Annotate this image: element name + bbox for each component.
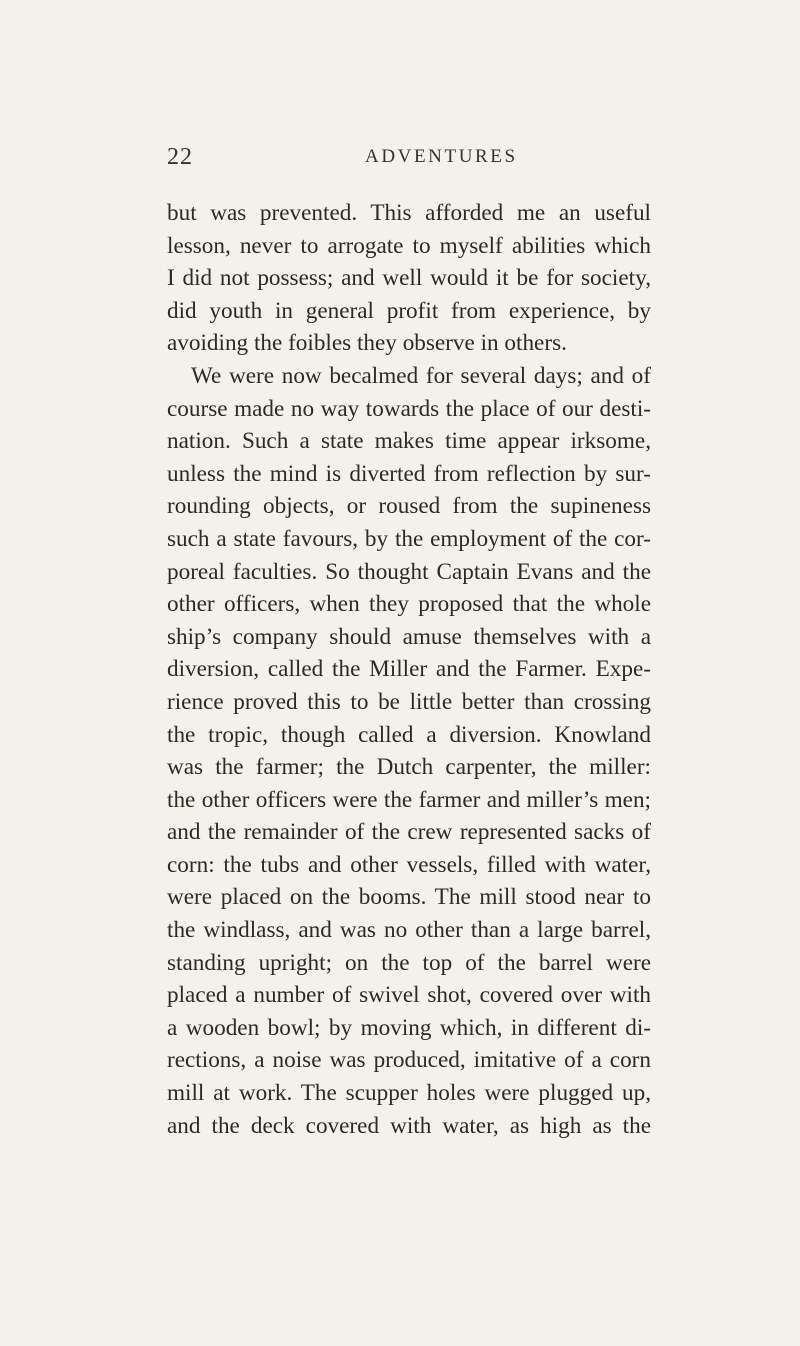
- text-line: We were now becalmed for several days; and of: [191, 362, 651, 389]
- text-line: the windlass, and was no other than a large barrel,: [167, 917, 651, 944]
- text-line: the other officers were the farmer and miller’s men;: [167, 786, 651, 813]
- text-line: other officers, when they proposed that the whole: [167, 591, 651, 618]
- text-line: but was prevented. This afforded me an useful: [167, 200, 651, 226]
- text-line: nation. Such a state makes time appear irksome,: [167, 428, 651, 455]
- text-line: did youth in general profit from experience, by: [167, 297, 651, 324]
- text-line: was the farmer; the Dutch carpenter, the miller:: [167, 754, 651, 781]
- text-line: rience proved this to be little better than crossing: [167, 688, 651, 715]
- text-line: course made no way towards the place of our desti-: [167, 395, 651, 422]
- text-line: ship’s company should amuse themselves with a: [167, 623, 651, 650]
- text-line: mill at work. The scupper holes were plugged up,: [167, 1080, 651, 1107]
- text-line: such a state favours, by the employment of the cor-: [167, 525, 651, 552]
- text-line: rounding objects, or roused from the supineness: [167, 493, 651, 520]
- text-line: corn: the tubs and other vessels, filled with water,: [167, 851, 651, 878]
- text-line: a wooden bowl; by moving which, in different di-: [167, 1014, 651, 1041]
- text-line: the tropic, though called a diversion. Knowland: [167, 721, 651, 748]
- page-number: 22: [167, 144, 193, 170]
- running-head: ADVENTURES: [365, 146, 518, 167]
- text-line: and the remainder of the crew represented sacks of: [167, 819, 651, 846]
- body-text: [167, 197, 651, 1142]
- text-line: unless the mind is diverted from reflection by sur-: [167, 460, 651, 487]
- text-line: avoiding the foibles they observe in others.: [167, 330, 567, 357]
- text-line: placed a number of swivel shot, covered over with: [167, 982, 651, 1009]
- text-line: rections, a noise was produced, imitative of a corn: [167, 1047, 651, 1074]
- text-line: I did not possess; and well would it be for society,: [167, 265, 651, 292]
- text-line: poreal faculties. So thought Captain Evans and the: [167, 558, 651, 585]
- page-header: [167, 144, 651, 176]
- text-line: diversion, called the Miller and the Farmer. Expe-: [167, 656, 651, 683]
- text-line: were placed on the booms. The mill stood near to: [167, 884, 651, 911]
- text-line: lesson, never to arrogate to myself abilities which: [167, 232, 651, 259]
- text-line: and the deck covered with water, as high as the: [167, 1112, 651, 1139]
- text-line: standing upright; on the top of the barrel were: [167, 949, 651, 976]
